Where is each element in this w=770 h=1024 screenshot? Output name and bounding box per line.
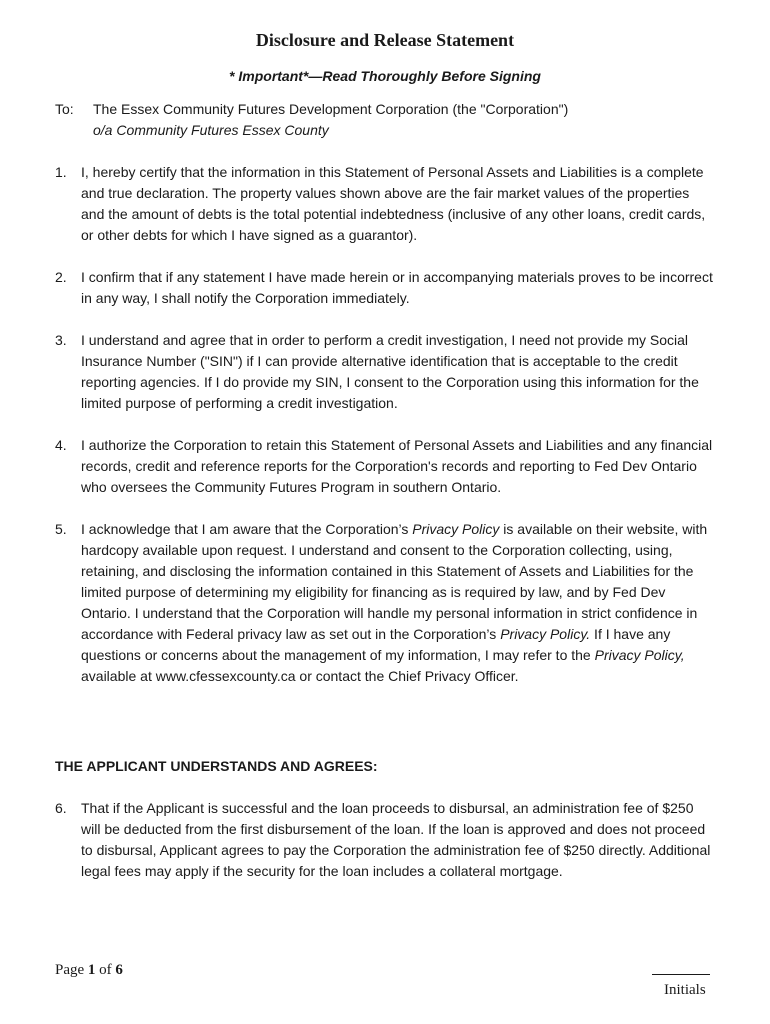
clause-number: 1.: [55, 164, 67, 180]
page-word: Page: [55, 962, 85, 978]
clause-number: 3.: [55, 332, 67, 348]
privacy-policy-reference: Privacy Policy,: [594, 647, 685, 663]
clause-number: 5.: [55, 521, 67, 537]
document-title: Disclosure and Release Statement: [255, 30, 515, 50]
page-number: [55, 962, 123, 979]
clause-text-part: I acknowledge that I am aware that the Corporation’s: [81, 521, 413, 537]
document-subtitle: * Important*—Read Thoroughly Before Signing: [229, 68, 541, 84]
privacy-policy-reference: Privacy Policy: [412, 521, 500, 537]
clause-text-part: is available on their website, with hardcopy available upon request. I understand and consent to the Corporation collecting, using, retaining, and disclosing the information contained in this Statement of Assets and Liabilities for the limited purpose of determining my eligibility for financing as is required by law, and by Fed Dev Ontario. I understand that the Corporation will handle my personal information in strict confidence in accordance with Federal privacy law as set out in the Corporation’s: [81, 521, 708, 642]
clause-text-part: If I have any questions or concerns about the management of my information, I may refer to the: [81, 626, 671, 663]
recipient-line-2: o/a Community Futures Essex County: [93, 122, 329, 138]
recipient-text: [93, 99, 733, 141]
agreement-heading: THE APPLICANT UNDERSTANDS AND AGREES:: [55, 758, 378, 774]
clause-text: [81, 519, 713, 687]
clause-text: I authorize the Corporation to retain this Statement of Personal Assets and Liabilities and any financial records, credit and reference reports for the Corporation's records and reporting to Fed Dev Ontario who oversees the Community Futures Program in southern Ontario.: [81, 437, 713, 495]
clause-number: 2.: [55, 269, 67, 285]
page-current: 1: [87, 962, 96, 978]
recipient-label: To:: [55, 101, 74, 117]
page-of: of: [99, 962, 112, 978]
initials-signature-line: [652, 960, 710, 975]
page-total: 6: [115, 962, 123, 978]
clause-number: 4.: [55, 437, 67, 453]
clause-text: I, hereby certify that the information in this Statement of Personal Assets and Liabilities is a complete and true declaration. The property values shown above are the fair market values of the properties and the amount of debts is the total potential indebtedness (inclusive of any other loans, credit cards, or other debts for which I have signed as a guarantor).: [81, 164, 706, 243]
clause-text: I understand and agree that in order to perform a credit investigation, I need not provide my Social Insurance Number ("SIN") if I can provide alternative identification that is acceptable to the credit reporting agencies. If I do provide my SIN, I consent to the Corporation using this information for the limited purpose of performing a credit investigation.: [81, 332, 699, 411]
privacy-policy-reference: Privacy Policy.: [500, 626, 591, 642]
clause-text: That if the Applicant is successful and the loan proceeds to disbursal, an administration fee of $250 will be deducted from the first disbursement of the loan. If the loan is approved and does not proceed to disbursal, Applicant agrees to pay the Corporation the administration fee of $250 directly. Additional legal fees may apply if the security for the loan includes a collateral mortgage.: [81, 800, 711, 879]
initials-label: Initials: [664, 982, 706, 998]
clause-text-part: available at www.cfessexcounty.ca or contact the Chief Privacy Officer.: [81, 668, 519, 684]
clause-number: 6.: [55, 800, 67, 816]
clause-text: I confirm that if any statement I have made herein or in accompanying materials proves to be incorrect in any way, I shall notify the Corporation immediately.: [81, 269, 713, 306]
recipient-line-1: The Essex Community Futures Development Corporation (the "Corporation"): [93, 101, 569, 117]
